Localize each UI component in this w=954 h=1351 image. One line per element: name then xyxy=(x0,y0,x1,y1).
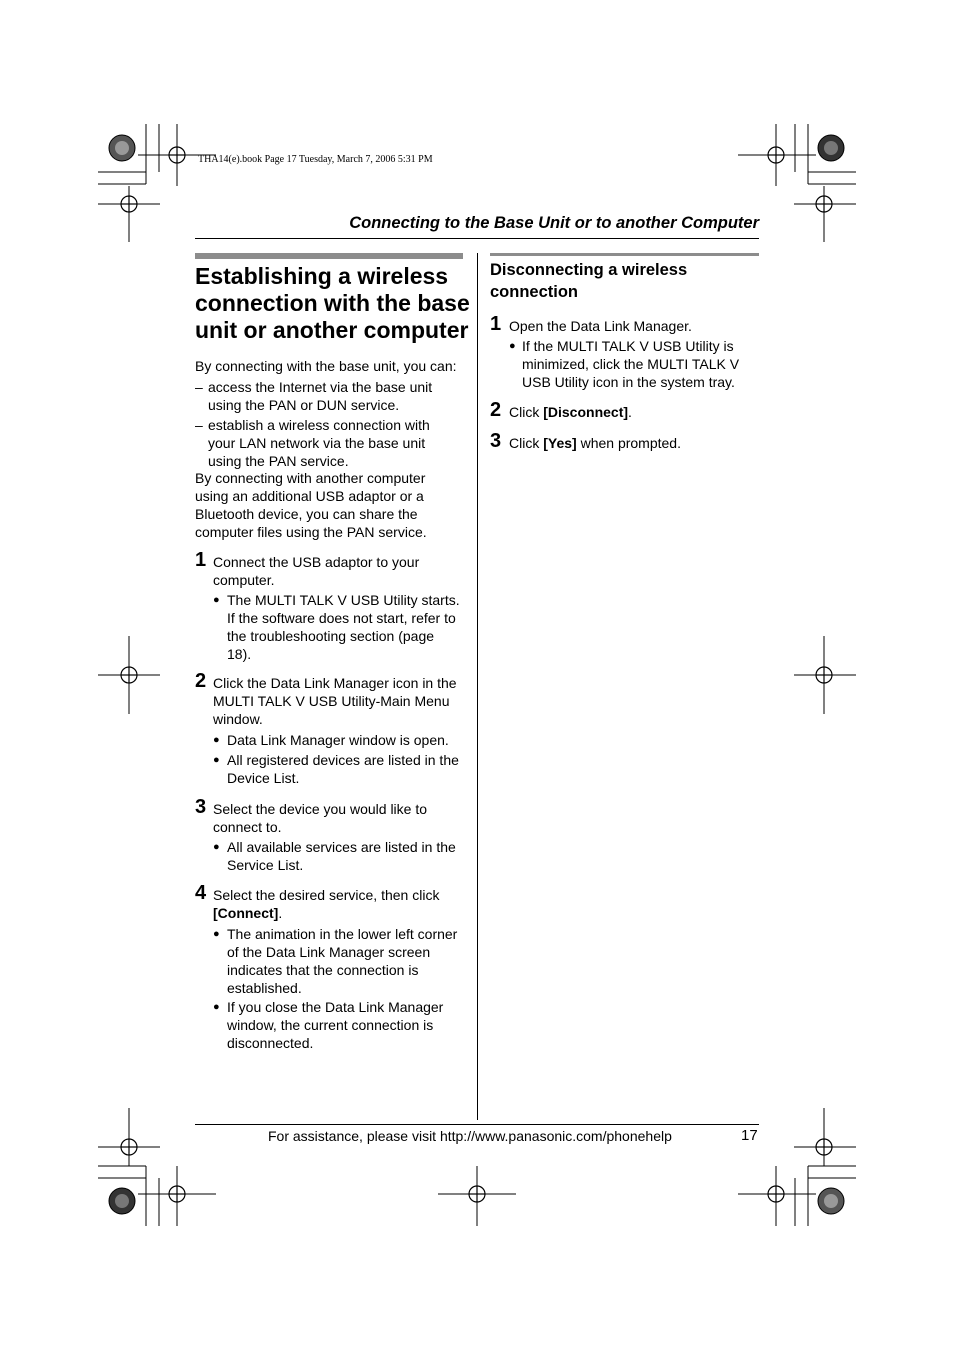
step-number: 3 xyxy=(195,796,207,818)
print-header: THA14(e).book Page 17 Tuesday, March 7, 2006 5:31 PM xyxy=(198,154,433,165)
step-1: 1 Open the Data Link Manager. ● If the MULTI TALK V USB Utility is minimized, click the MULTI TALK V USB Utility icon in the system tray. xyxy=(490,313,740,390)
page-number: 17 xyxy=(741,1127,758,1144)
list-item: – establish a wireless connection with your LAN network via the base unit using the PAN service. xyxy=(195,417,430,469)
bullet-icon: ● xyxy=(509,340,516,352)
dash-marker: – xyxy=(195,417,203,433)
bullet-icon: ● xyxy=(213,841,220,853)
step-2: 2 Click [Disconnect]. xyxy=(490,399,632,421)
intro-text: By connecting with the base unit, you can: xyxy=(195,358,457,374)
step-number: 4 xyxy=(195,882,207,904)
header-rule xyxy=(195,238,759,239)
column-divider xyxy=(477,253,478,1120)
dash-marker: – xyxy=(195,379,203,395)
footer-rule xyxy=(195,1124,759,1125)
bullet-icon: ● xyxy=(213,754,220,766)
step-number: 2 xyxy=(490,399,502,421)
left-section-bar xyxy=(195,253,463,259)
step-3: 3 Click [Yes] when prompted. xyxy=(490,430,681,452)
step-1: 1 Connect the USB adaptor to your computer. ● The MULTI TALK V USB Utility starts. If the software does not start, refer to the troubleshooting section (page 18). xyxy=(195,549,460,662)
dash-list xyxy=(195,378,465,470)
section-title: Establishing a wireless connection with the base unit or another computer xyxy=(195,263,470,343)
list-item: – access the Internet via the base unit using the PAN or DUN service. xyxy=(195,379,433,413)
running-header: Connecting to the Base Unit or to another Computer xyxy=(349,214,759,232)
step-number: 2 xyxy=(195,670,207,692)
bullet-icon: ● xyxy=(213,1001,220,1013)
paragraph: By connecting with another computer using an additional USB adaptor or a Bluetooth device, you can share the computer files using the PAN service. xyxy=(195,470,427,540)
step-number: 1 xyxy=(195,549,207,571)
step-number: 1 xyxy=(490,313,502,335)
footer-assistance-text: For assistance, please visit http://www.panasonic.com/phonehelp xyxy=(268,1128,672,1144)
subsection-title: Disconnecting a wireless connection xyxy=(490,261,688,301)
step-4: 4 Select the desired service, then click [Connect]. ● The animation in the lower left corner of the Data Link Manager screen indicates that the connection is established. ● If you close the Data Link Manager window, the current connection is disconnected. xyxy=(195,882,458,1051)
bullet-icon: ● xyxy=(213,734,220,746)
bullet-icon: ● xyxy=(213,928,220,940)
step-2: 2 Click the Data Link Manager icon in the MULTI TALK V USB Utility-Main Menu window. ● Data Link Manager window is open. ● All registered devices are listed in the Device List. xyxy=(195,670,459,786)
step-3: 3 Select the device you would like to connect to. ● All available services are listed in the Service List. xyxy=(195,796,456,873)
step-number: 3 xyxy=(490,430,502,452)
right-section-bar xyxy=(490,253,759,256)
bullet-icon: ● xyxy=(213,594,220,606)
